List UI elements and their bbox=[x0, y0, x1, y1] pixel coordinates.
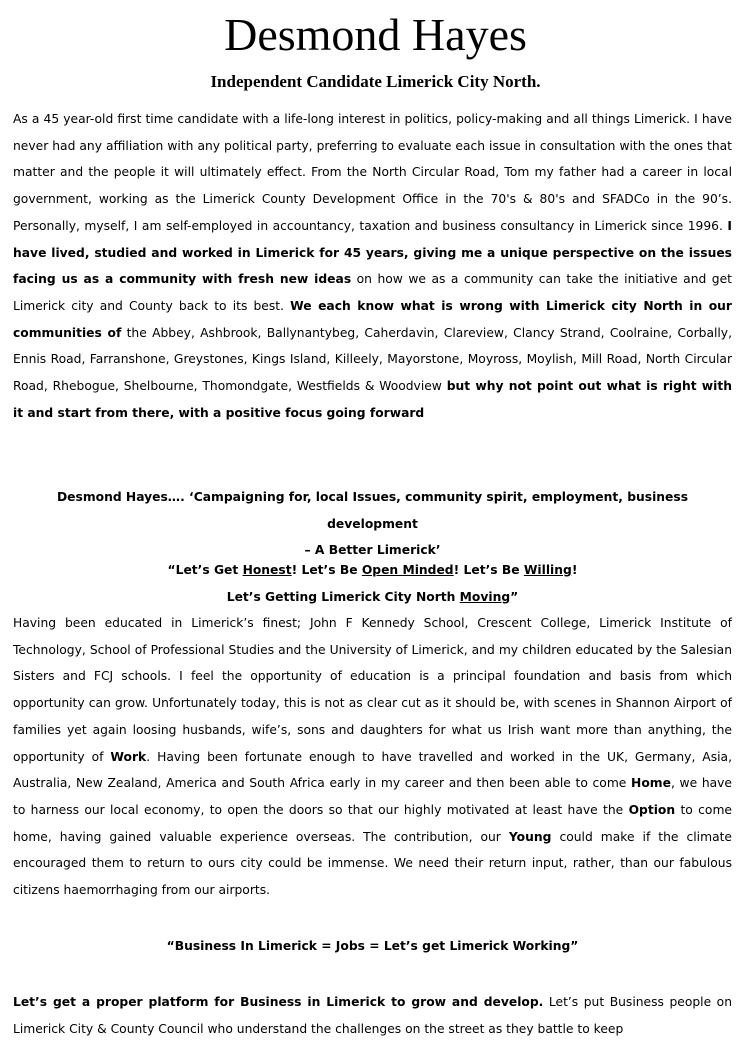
slogan-text: ! bbox=[571, 563, 578, 577]
slogan-text: ” bbox=[510, 589, 519, 604]
campaign-line-2: – A Better Limerick’ bbox=[304, 543, 441, 558]
business-bold: Let’s get a proper platform for Business in Limerick to grow and develop. bbox=[13, 995, 544, 1009]
education-bold: Work bbox=[110, 749, 147, 764]
intro-bold-1: I have lived, studied and worked in Limerick for 45 years, giving me a unique perspective on the issues facing us as a community with fresh new ideas bbox=[13, 218, 732, 287]
business-text: Let’s put Business people on Limerick City & County Council who understand the challenges on the street as they battle to keep bbox=[13, 995, 732, 1036]
slogan-line-2 bbox=[13, 584, 732, 611]
intro-bold-2: We each know what is wrong with Limerick city North in our communities of bbox=[13, 298, 732, 340]
education-bold: Young bbox=[508, 829, 552, 844]
education-text: to come home, having gained valuable experience overseas. The contribution, our bbox=[13, 802, 732, 844]
slogan-text: Let’s Getting Limerick City North bbox=[226, 589, 460, 604]
intro-text-3: the Abbey, Ashbrook, Ballynantybeg, Caherdavin, Clareview, Clancy Strand, Coolraine, Corbally, Ennis Road, Farranshone, Greystones, Kings Island, Killeely, Mayorstone, Moyross, Moylish, Mill Road, North Circular Road, Rhebogue, Shelbourne, Thomondgate, Westfields & Woodview bbox=[13, 325, 732, 394]
intro-text-2: on how we as a community can take the initiative and get Limerick city and County back to its best. bbox=[13, 272, 732, 313]
slogan-underlined-word: Open Minded bbox=[361, 563, 454, 577]
slogan-underlined-word: Moving bbox=[459, 589, 511, 604]
business-slogan: “Business In Limerick = Jobs = Let’s get Limerick Working” bbox=[166, 939, 579, 953]
campaign-line bbox=[13, 484, 732, 564]
slogan-text: ! Let’s Be bbox=[453, 563, 524, 577]
intro-text-1: As a 45 year-old first time candidate with a life-long interest in politics, policy-making and all things Limerick. I have never had any affiliation with any political party, preferring to evaluate each issue in consultation with the ones that matter and the people it will ultimately effect. From the North Circular Road, Tom my father had a career in local government, working as the Limerick County Development Office in the 70's & 80's and SFADCo in the 90’s. Personally, myself, I am self-employed in accountancy, taxation and business consultancy in Limerick since 1996. bbox=[13, 112, 732, 233]
intro-bold-3: but why not point out what is right with it and start from there, with a positive focus going forward bbox=[13, 379, 732, 420]
education-text: , we have to harness our local economy, to open the doors so that our highly motivated at least have the bbox=[13, 776, 732, 817]
candidate-name: Desmond Hayes bbox=[224, 9, 527, 60]
slogan-text: “Let’s Get bbox=[167, 563, 243, 577]
education-paragraph bbox=[13, 610, 732, 904]
business-paragraph bbox=[13, 989, 732, 1042]
education-bold: Home bbox=[631, 776, 671, 791]
slogan-underlined-word: Willing bbox=[523, 563, 572, 577]
slogan-line-1 bbox=[13, 557, 732, 584]
intro-paragraph bbox=[13, 106, 732, 426]
slogan bbox=[13, 557, 732, 610]
campaign-line-1: Desmond Hayes…. ‘Campaigning for, local Issues, community spirit, employment, business development bbox=[56, 490, 689, 531]
education-text: . Having been fortunate enough to have travelled and worked in the UK, Germany, Asia, Australia, New Zealand, America and South Africa early in my career and then been able to come bbox=[13, 749, 732, 791]
education-text: Having been educated in Limerick’s finest; John F Kennedy School, Crescent College, Limerick Institute of Technology, School of Professional Studies and the University of Limerick, and my children educated by the Salesian Sisters and FCJ schools. I feel the opportunity of education is a principal foundation and basis from which opportunity can grow. Unfortunately today, this is not as clear cut as it should be, with scenes in Shannon Airport of families yet again loosing husbands, wife’s, sons and daughters for what us Irish want more than anything, the opportunity of bbox=[13, 616, 732, 764]
candidate-subtitle: Independent Candidate Limerick City North. bbox=[210, 72, 541, 91]
slogan-text: ! Let’s Be bbox=[291, 563, 362, 577]
education-bold: Option bbox=[628, 802, 676, 817]
slogan-underlined-word: Honest bbox=[242, 563, 292, 577]
education-text: could make if the climate encouraged them to return to ours city could be immense. We need their return input, rather, than our fabulous citizens haemorrhaging from our airports. bbox=[13, 829, 733, 898]
